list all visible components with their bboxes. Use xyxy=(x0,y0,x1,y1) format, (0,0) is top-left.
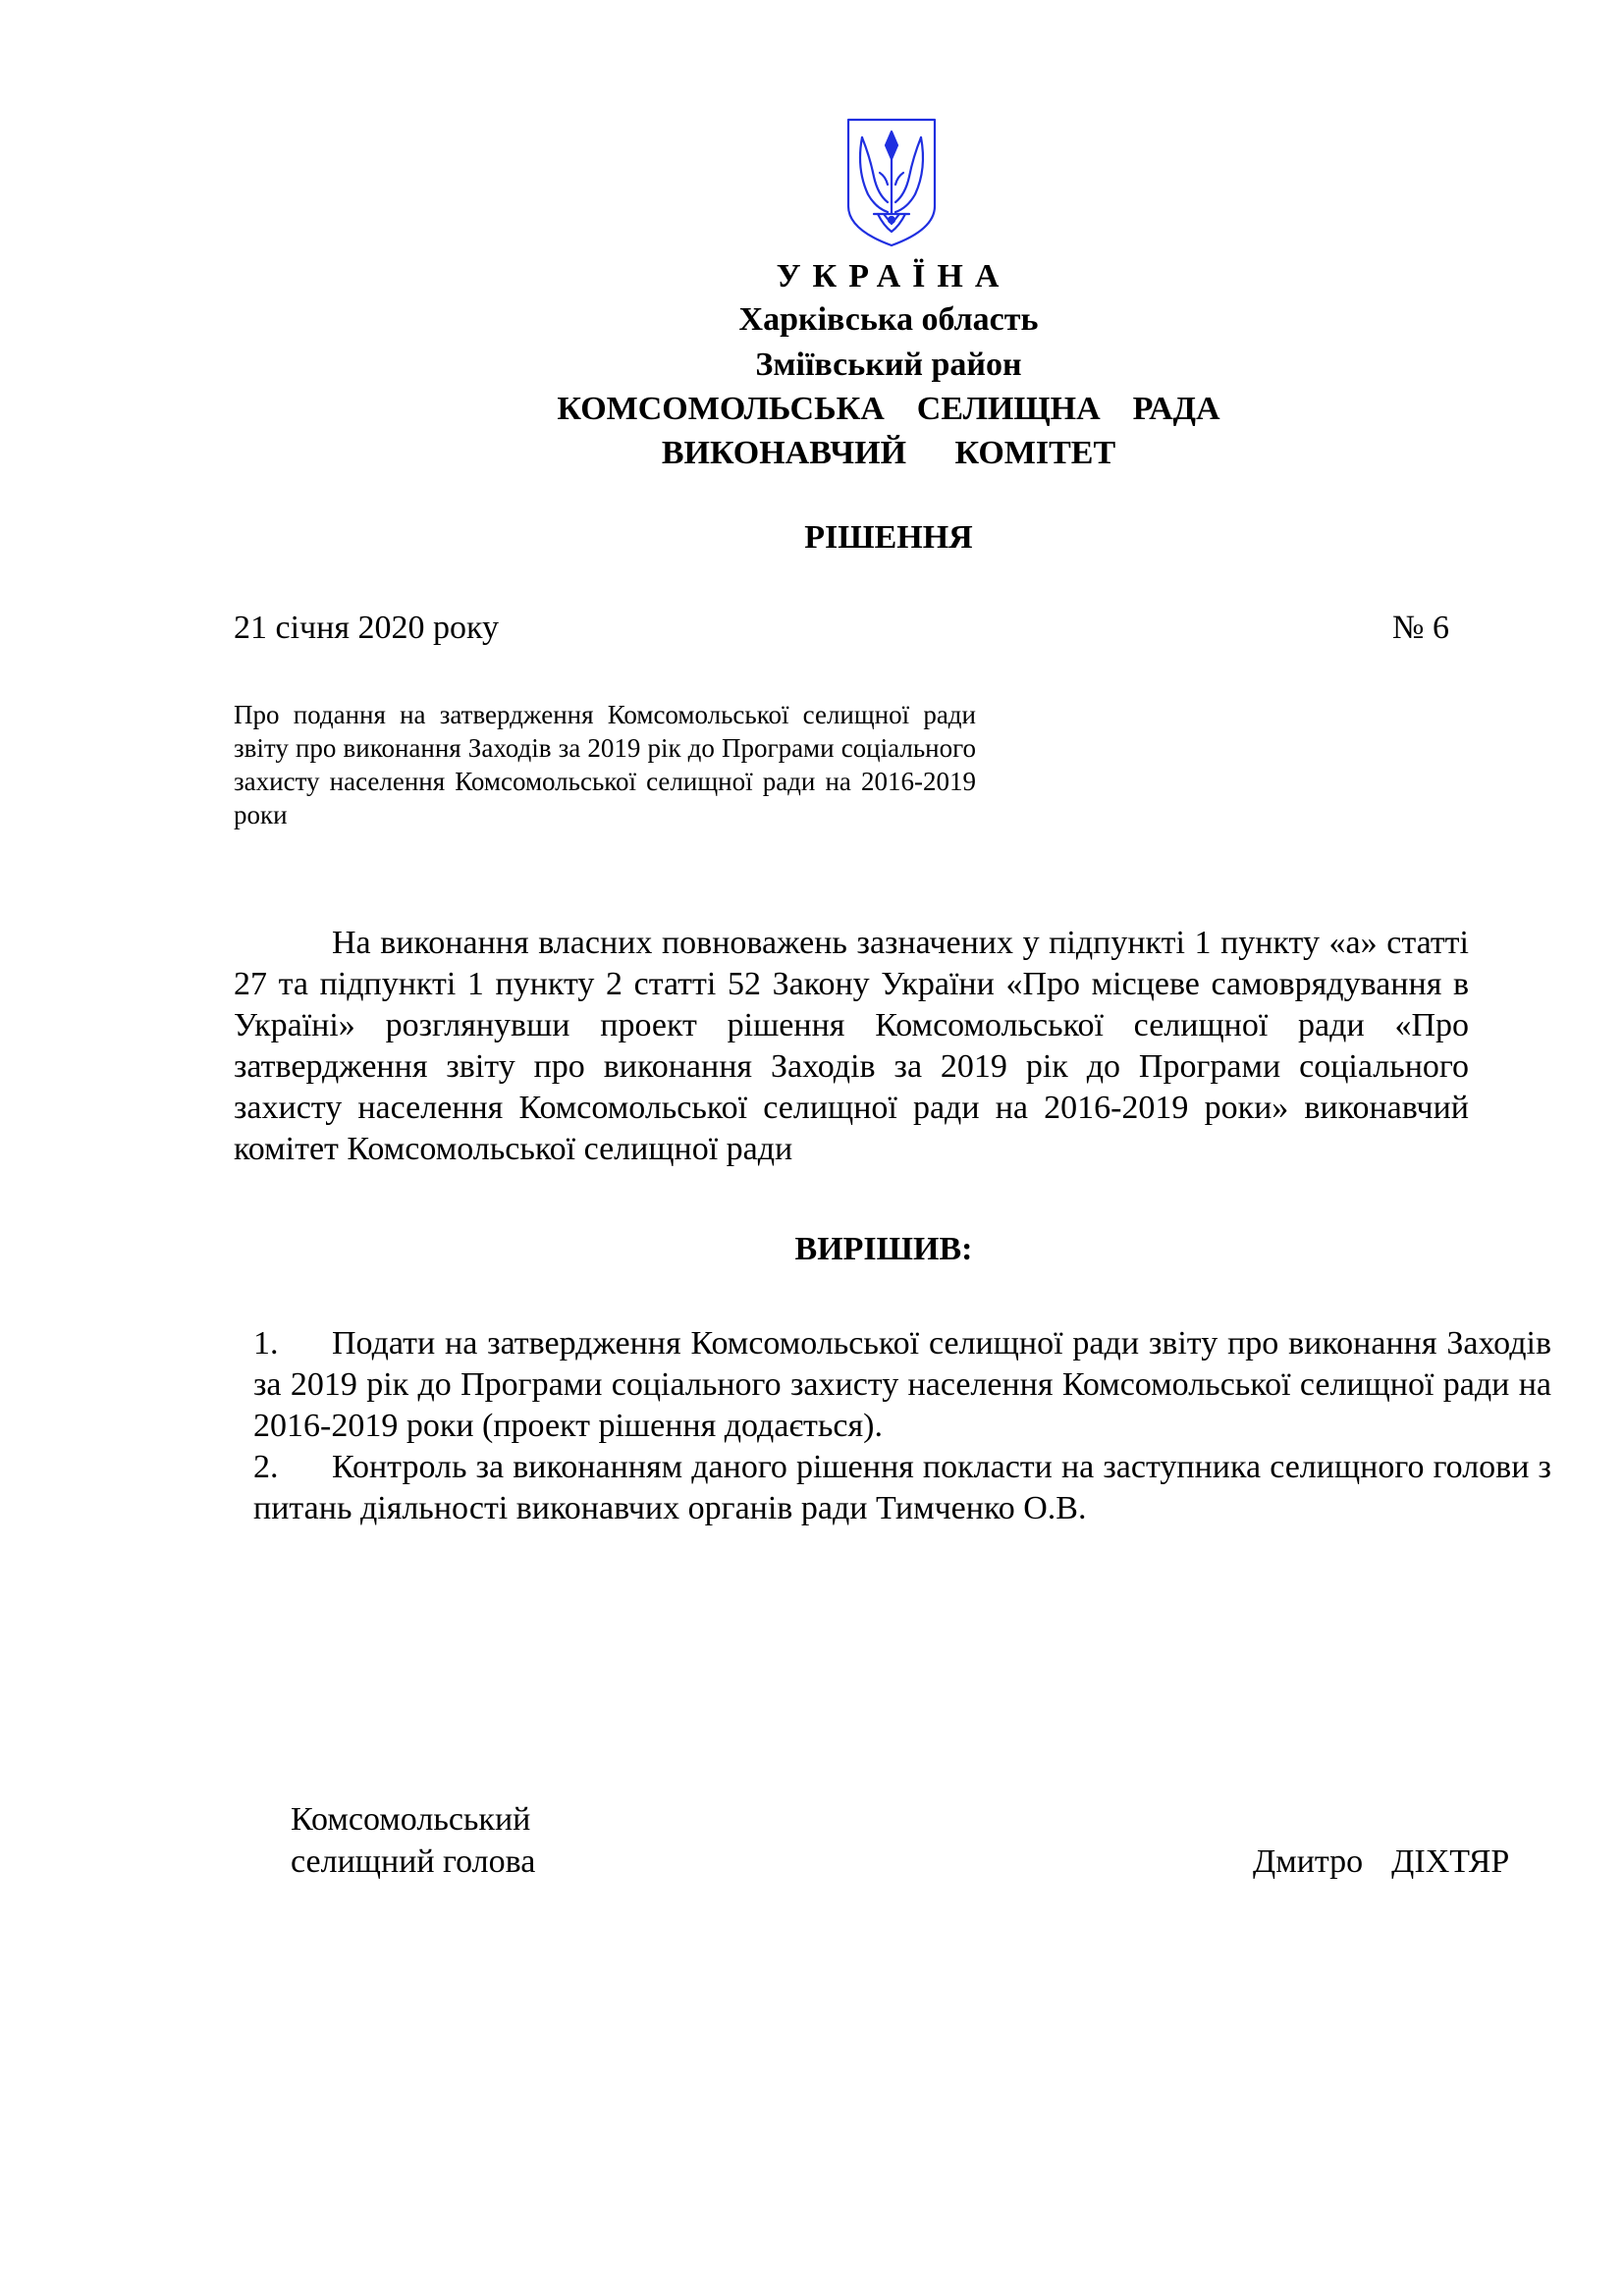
decision-item-text: Контроль за виконанням даного рішення покласти на заступника селищного голови з питань діяльності виконавчих органів ради Тимченко О.В. xyxy=(253,1449,1551,1526)
committee-name: ВИКОНАВЧИЙ КОМІТЕТ xyxy=(661,435,1116,471)
decision-number: № 6 xyxy=(1392,610,1449,646)
decision-date: 21 січня 2020 року xyxy=(234,610,500,646)
signatory-title-line-2: селищний голова xyxy=(291,1843,536,1880)
council-name: КОМСОМОЛЬСЬКА СЕЛИЩНА РАДА xyxy=(557,391,1220,427)
signatory-title xyxy=(291,1798,535,1883)
decision-items-list xyxy=(253,1323,1551,1529)
decided-heading: ВИРІШИВ: xyxy=(794,1231,973,1267)
trident-coat-of-arms-icon xyxy=(844,116,939,249)
signatory-title-line-1: Комсомольський xyxy=(291,1801,531,1838)
raion-name: Зміївський район xyxy=(755,347,1022,383)
decision-item-1 xyxy=(253,1323,1551,1447)
decision-item-number: 1. xyxy=(253,1325,279,1362)
document-type-title: РІШЕННЯ xyxy=(804,519,973,556)
country-name: УКРАЇНА xyxy=(776,258,1011,294)
decision-item-text: Подати на затвердження Комсомольської селищної ради звіту про виконання Заходів за 2019 рік до Програми соціального захисту населення Комсомольської селищної ради на 2016-2019 роки (проект рішення додається). xyxy=(253,1325,1551,1444)
signatory-name: Дмитро ДІХТЯР xyxy=(1253,1843,1510,1880)
preamble-paragraph: На виконання власних повноважень зазначених у підпункті 1 пункту «а» статті 27 та підпункті 1 пункту 2 статті 52 Закону України «Про місцеве самоврядування в Україні» розглянувши проект рішення Комсомольської селищної ради «Про затвердження звіту про виконання Заходів за 2019 рік до Програми соціального захисту населення Комсомольської селищної ради на 2016-2019 роки» виконавчий комітет Комсомольської селищної ради xyxy=(234,925,1469,1167)
oblast-name: Харківська область xyxy=(738,301,1039,338)
decision-subject: Про подання на затвердження Комсомольської селищної ради звіту про виконання Заходів за 2019 рік до Програми соціального захисту населення Комсомольської селищної ради на 2016-2019 роки xyxy=(234,700,976,829)
decision-item-2 xyxy=(253,1447,1551,1529)
decision-item-number: 2. xyxy=(253,1449,279,1485)
